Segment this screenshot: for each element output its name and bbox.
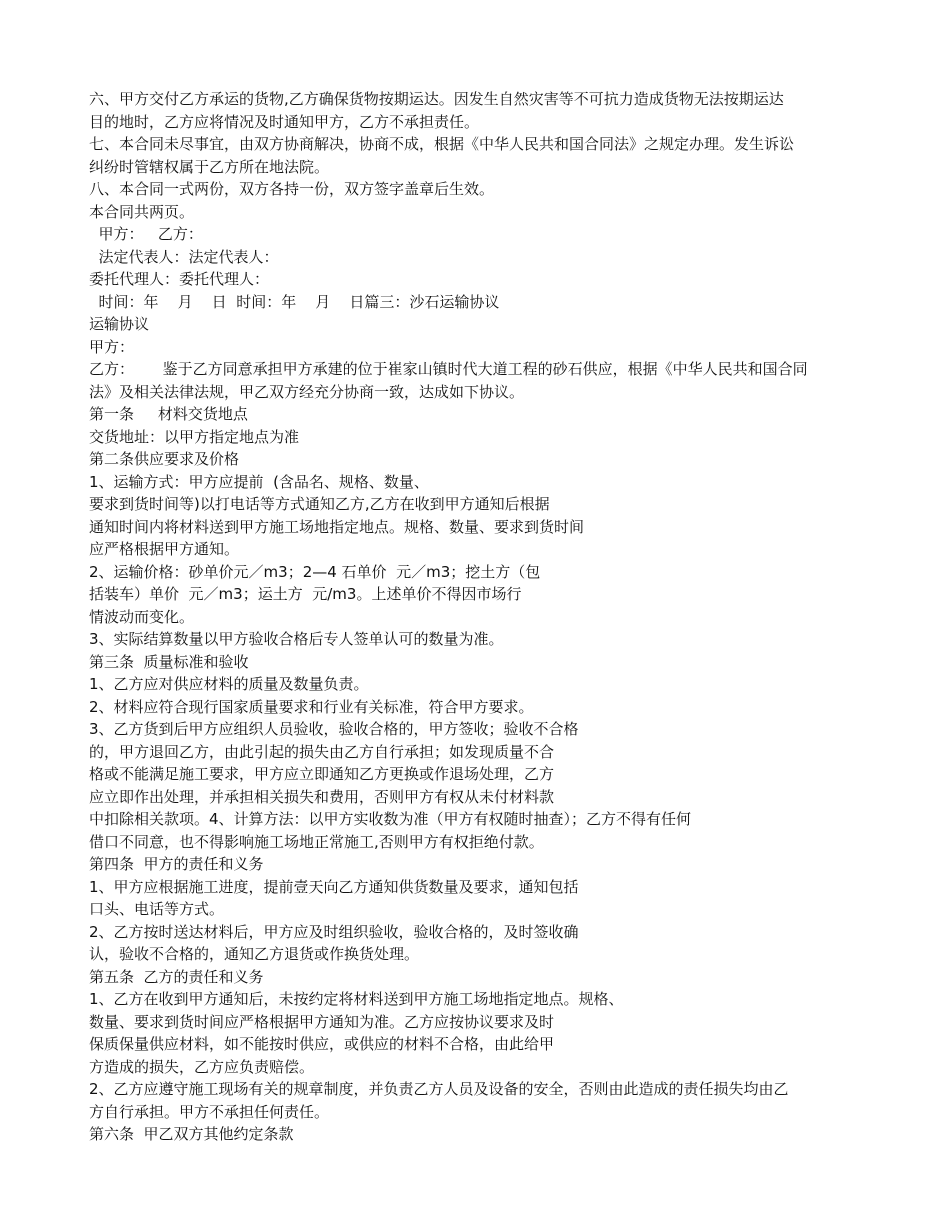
text-line: 法》及相关法律法规，甲乙双方经充分协商一致，达成如下协议。 bbox=[89, 382, 525, 401]
signature-party-line: 甲方： 乙方： bbox=[89, 225, 203, 243]
text-line: 2、乙方应遵守施工现场有关的规章制度，并负责乙方人员及设备的安全，否则由此造成的责任损失均由乙 bbox=[89, 1080, 789, 1098]
article-heading: 第六条 甲乙双方其他约定条款 bbox=[89, 1125, 294, 1143]
text-line: 八、本合同一式两份，双方各持一份，双方签字盖章后生效。 bbox=[89, 180, 495, 198]
text-line: 六、甲方交付乙方承运的货物,乙方确保货物按期运达。因发生自然灾害等不可抗力造成货物无法按期运达 bbox=[89, 90, 784, 108]
text-line: 目的地时，乙方应将情况及时通知甲方，乙方不承担责任。 bbox=[89, 112, 480, 131]
text-line: 方自行承担。甲方不承担任何责任。 bbox=[89, 1102, 330, 1121]
text-line: 应立即作出处理，并承担相关损失和费用，否则甲方有权从未付材料款 bbox=[89, 787, 555, 806]
text-line: 数量、要求到货时间应严格根据甲方通知为准。乙方应按协议要求及时 bbox=[89, 1012, 555, 1031]
text-line: 的，甲方退回乙方，由此引起的损失由乙方自行承担；如发现质量不合 bbox=[89, 742, 555, 761]
text-line: 本合同共两页。 bbox=[89, 202, 195, 221]
section-title: 运输协议 bbox=[89, 315, 150, 333]
signature-representative-line: 法定代表人：法定代表人： bbox=[89, 247, 279, 266]
text-line: 保质保量供应材料，如不能按时供应，或供应的材料不合格，由此给甲 bbox=[89, 1035, 555, 1053]
text-line: 甲方： bbox=[89, 337, 135, 356]
text-line: 2、材料应符合现行国家质量要求和行业有关标准，符合甲方要求。 bbox=[89, 697, 534, 716]
text-line: 应严格根据甲方通知。 bbox=[89, 540, 240, 558]
text-line: 情波动而变化。 bbox=[89, 607, 195, 626]
text-line: 格或不能满足施工要求，甲方应立即通知乙方更换或作退场处理，乙方 bbox=[89, 765, 555, 783]
signature-date-line: 时间：年 月 日 时间：年 月 日篇三：沙石运输协议 bbox=[89, 292, 500, 311]
text-line: 1、乙方应对供应材料的质量及数量负责。 bbox=[89, 675, 369, 693]
text-line: 认，验收不合格的，通知乙方退货或作换货处理。 bbox=[89, 945, 420, 963]
article-heading: 第五条 乙方的责任和义务 bbox=[89, 967, 264, 986]
article-heading: 第四条 甲方的责任和义务 bbox=[89, 855, 264, 873]
text-line: 通知时间内将材料送到甲方施工场地指定地点。规格、数量、要求到货时间 bbox=[89, 517, 585, 536]
text-line: 要求到货时间等)以打电话等方式通知乙方,乙方在收到甲方通知后根据 bbox=[89, 495, 550, 513]
text-line: 1、甲方应根据施工进度，提前壹天向乙方通知供货数量及要求，通知包括 bbox=[89, 877, 579, 896]
article-heading: 第二条供应要求及价格 bbox=[89, 450, 240, 468]
contract-document bbox=[89, 88, 869, 1146]
text-line: 1、乙方在收到甲方通知后，未按约定将材料送到甲方施工场地指定地点。规格、 bbox=[89, 990, 624, 1008]
text-line: 中扣除相关款项。4、计算方法：以甲方实收数为准（甲方有权随时抽查）；乙方不得有任何 bbox=[89, 810, 692, 828]
text-line: 3、乙方货到后甲方应组织人员验收，验收合格的，甲方签收；验收不合格 bbox=[89, 720, 579, 738]
text-line: 七、本合同未尽事宜，由双方协商解决，协商不成，根据《中华人民共和国合同法》之规定办理。发生诉讼 bbox=[89, 135, 795, 153]
text-line: 2、运输价格：砂单价元／m3；2—4 石单价 元／m3；挖土方（包 bbox=[89, 562, 541, 581]
text-line: 1、运输方式：甲方应提前 (含品名、规格、数量、 bbox=[89, 472, 429, 491]
signature-agent-line: 委托代理人：委托代理人： bbox=[89, 270, 270, 288]
text-line: 交货地址：以甲方指定地点为准 bbox=[89, 427, 300, 446]
text-line: 乙方： 鉴于乙方同意承担甲方承建的位于崔家山镇时代大道工程的砂石供应，根据《中华人民共和国合同 bbox=[89, 360, 808, 378]
text-line: 借口不同意，也不得影响施工场地正常施工,否则甲方有权拒绝付款。 bbox=[89, 832, 544, 851]
text-line: 纠纷时管辖权属于乙方所在地法院。 bbox=[89, 157, 330, 176]
text-line: 3、实际结算数量以甲方验收合格后专人签单认可的数量为准。 bbox=[89, 630, 504, 648]
text-line: 2、乙方按时送达材料后，甲方应及时组织验收，验收合格的，及时签收确 bbox=[89, 922, 579, 941]
text-line: 口头、电话等方式。 bbox=[89, 900, 225, 918]
article-heading: 第三条 质量标准和验收 bbox=[89, 652, 249, 671]
article-heading: 第一条 材料交货地点 bbox=[89, 405, 248, 423]
text-line: 括装车）单价 元／m3；运土方 元/m3。上述单价不得因市场行 bbox=[89, 585, 522, 603]
text-line: 方造成的损失，乙方应负责赔偿。 bbox=[89, 1057, 315, 1076]
